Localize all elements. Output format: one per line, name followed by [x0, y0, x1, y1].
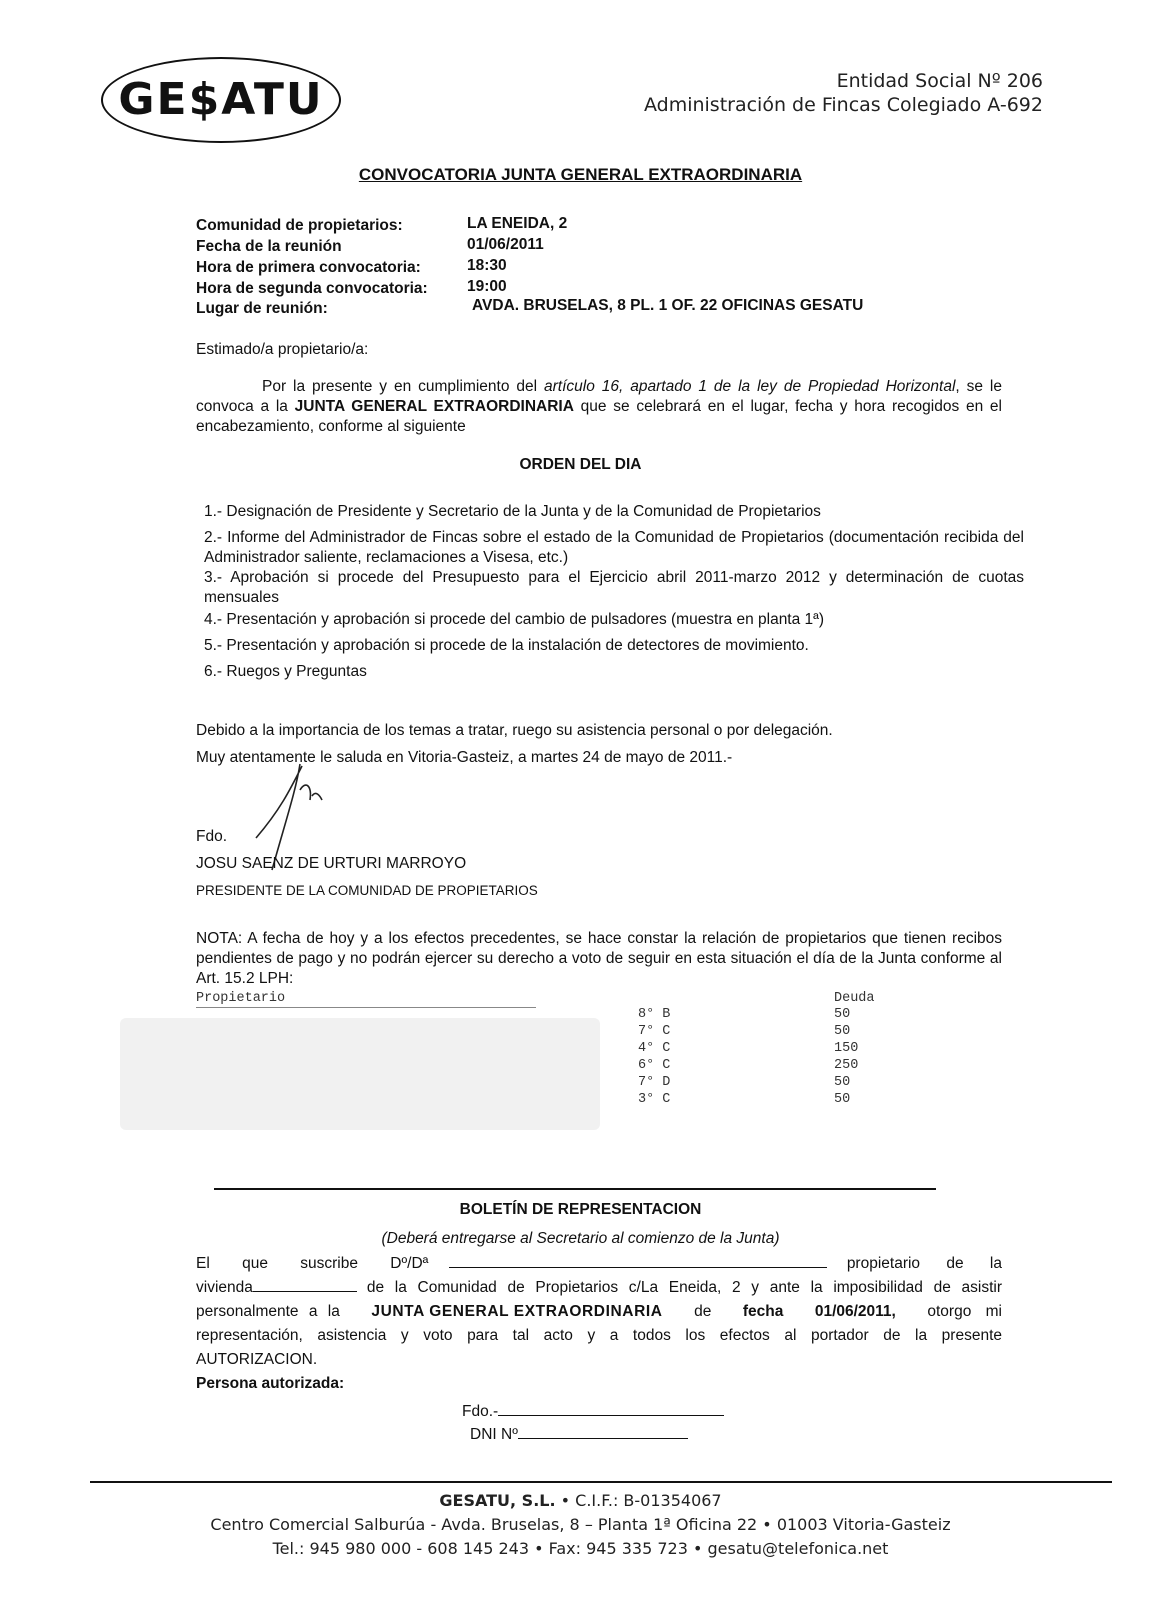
agenda-item: 1.- Designación de Presidente y Secretario de la Junta y de la Comunidad de Propietarios: [204, 503, 821, 520]
debt-amount: 50: [834, 1024, 851, 1039]
info-value-community: LA ENEIDA, 2: [467, 215, 568, 232]
debt-unit: 6° C: [638, 1058, 671, 1073]
info-label-second-call: Hora de segunda convocatoria:: [196, 280, 428, 297]
name-field[interactable]: [449, 1267, 827, 1268]
info-value-second-call: 19:00: [467, 278, 507, 295]
debt-note: NOTA: A fecha de hoy y a los efectos precedentes, se hace constar la relación de propietarios que tienen recibos pendientes de pago y no podrán ejercer su derecho a voto de seguir en esta situación el día de la Junta conforme al Art. 15.2 LPH:: [196, 930, 1002, 987]
boletin-meeting-name: JUNTA GENERAL EXTRAORDINARIA: [371, 1303, 663, 1320]
agenda-item: 5.- Presentación y aprobación si procede de la instalación de detectores de movimiento.: [204, 637, 809, 654]
salutation: Estimado/a propietario/a:: [196, 341, 369, 358]
debt-amount: 250: [834, 1058, 859, 1073]
boletin-text: otorgo mi: [927, 1303, 1002, 1320]
authorized-person-label: Persona autorizada:: [196, 1375, 345, 1392]
debt-amount: 50: [834, 1007, 851, 1022]
boletin-dni-label: DNI Nº: [470, 1426, 518, 1443]
info-label-first-call: Hora de primera convocatoria:: [196, 259, 421, 276]
debt-header-amount: Deuda: [834, 991, 875, 1006]
boletin-text: personalmente a la: [196, 1303, 340, 1320]
debt-unit: 7° D: [638, 1075, 671, 1090]
boletin-text: vivienda: [196, 1279, 253, 1296]
intro-paragraph: [196, 377, 1002, 437]
logo-text: GE$ATU: [118, 74, 324, 125]
boletin-line-5: AUTORIZACION.: [196, 1351, 318, 1368]
signature-field[interactable]: [498, 1415, 724, 1416]
boletin-line-2: [196, 1279, 1002, 1297]
boletin-title: BOLETÍN DE REPRESENTACION: [459, 1201, 702, 1218]
admin-registration: Administración de Fincas Colegiado A-692: [643, 94, 1043, 116]
signature-fdo: Fdo.: [196, 828, 228, 845]
intro-meeting-name: JUNTA GENERAL EXTRAORDINARIA: [294, 398, 574, 415]
debt-unit: 3° C: [638, 1092, 671, 1107]
footer-contact: Tel.: 945 980 000 - 608 145 243 • Fax: 945 335 723 • gesatu@telefonica.net: [272, 1539, 889, 1558]
intro-text-3: que se celebrará en el lugar, fecha y hora recogidos en el encabezamiento, conforme al siguiente: [196, 398, 1002, 435]
boletin-subtitle: (Deberá entregarse al Secretario al comienzo de la Junta): [381, 1230, 780, 1247]
info-label-community: Comunidad de propietarios:: [196, 217, 403, 234]
agenda-item: 2.- Informe del Administrador de Fincas sobre el estado de la Comunidad de Propietarios (documentación recibida del Administrador saliente, reclamaciones a Visesa, etc.): [204, 529, 1024, 566]
boletin-line-3: [196, 1303, 1002, 1321]
agenda-item: 4.- Presentación y aprobación si procede del cambio de pulsadores (muestra en planta 1ª): [204, 611, 825, 628]
header-rule: [196, 1007, 536, 1008]
debt-amount: 150: [834, 1041, 859, 1056]
footer-rule: [90, 1481, 1112, 1483]
document-title: CONVOCATORIA JUNTA GENERAL EXTRAORDINARIA: [358, 165, 803, 184]
boletin-fdo-label: Fdo.-: [462, 1403, 499, 1420]
agenda-item: 6.- Ruegos y Preguntas: [204, 663, 367, 680]
footer-cif: C.I.F.: B-01354067: [575, 1491, 722, 1510]
debt-unit: 4° C: [638, 1041, 671, 1056]
debt-amount: 50: [834, 1092, 851, 1107]
footer-company: GESATU, S.L.: [439, 1491, 556, 1510]
boletin-text: propietario de la: [846, 1255, 1002, 1272]
boletin-line-4: representación, asistencia y voto para tal acto y a todos los efectos al portador de la presente: [196, 1327, 1002, 1344]
dwelling-field[interactable]: [253, 1291, 357, 1292]
boletin-text: de la Comunidad de Propietarios c/La Eneida, 2 y ante la imposibilidad de asistir: [366, 1279, 1002, 1296]
info-value-first-call: 18:30: [467, 257, 507, 274]
info-value-place: AVDA. BRUSELAS, 8 PL. 1 OF. 22 OFICINAS GESATU: [472, 297, 864, 314]
company-logo: [101, 57, 341, 143]
intro-law-reference: artículo 16, apartado 1 de la ley de Propiedad Horizontal: [544, 378, 956, 395]
info-label-date: Fecha de la reunión: [196, 238, 342, 255]
importance-note: Debido a la importancia de los temas a tratar, ruego su asistencia personal o por delegación.: [196, 722, 833, 739]
info-value-date: 01/06/2011: [467, 236, 544, 253]
footer-company-line: GESATU, S.L. • C.I.F.: B-01354067: [439, 1491, 722, 1510]
debt-unit: 7° C: [638, 1024, 671, 1039]
agenda-item: 3.- Aprobación si procede del Presupuesto para el Ejercicio abril 2011-marzo 2012 y determinación de cuotas mensuales: [204, 569, 1024, 606]
boletin-text: de: [694, 1303, 712, 1320]
intro-text-2: , se le convoca a la: [196, 378, 1002, 415]
boletin-date-label: fecha: [742, 1303, 784, 1320]
dni-field[interactable]: [518, 1438, 688, 1439]
signer-name: JOSU SAENZ DE URTURI MARROYO: [196, 855, 467, 872]
debt-unit: 8° B: [638, 1007, 671, 1022]
redacted-area: [120, 1018, 600, 1130]
debt-header-owner: Propietario: [196, 991, 286, 1006]
info-label-place: Lugar de reunión:: [196, 300, 328, 317]
closing-greeting: Muy atentamente le saluda en Vitoria-Gasteiz, a martes 24 de mayo de 2011.-: [196, 749, 733, 766]
boletin-text: El que suscribe Dº/Dª: [196, 1255, 429, 1272]
footer-address: Centro Comercial Salburúa - Avda. Bruselas, 8 – Planta 1ª Oficina 22 • 01003 Vitoria-Gasteiz: [210, 1515, 951, 1534]
intro-text-1: Por la presente y en cumplimiento del: [262, 378, 545, 395]
agenda-title: ORDEN DEL DIA: [519, 456, 642, 473]
cut-line: [214, 1188, 936, 1190]
boletin-date: 01/06/2011,: [814, 1303, 896, 1320]
boletin-signature-row: [462, 1403, 724, 1421]
entity-number: Entidad Social Nº 206: [836, 70, 1043, 92]
boletin-line-1: [196, 1255, 1002, 1273]
boletin-dni-row: [470, 1426, 688, 1444]
debt-amount: 50: [834, 1075, 851, 1090]
signer-role: PRESIDENTE DE LA COMUNIDAD DE PROPIETARIOS: [196, 883, 538, 898]
